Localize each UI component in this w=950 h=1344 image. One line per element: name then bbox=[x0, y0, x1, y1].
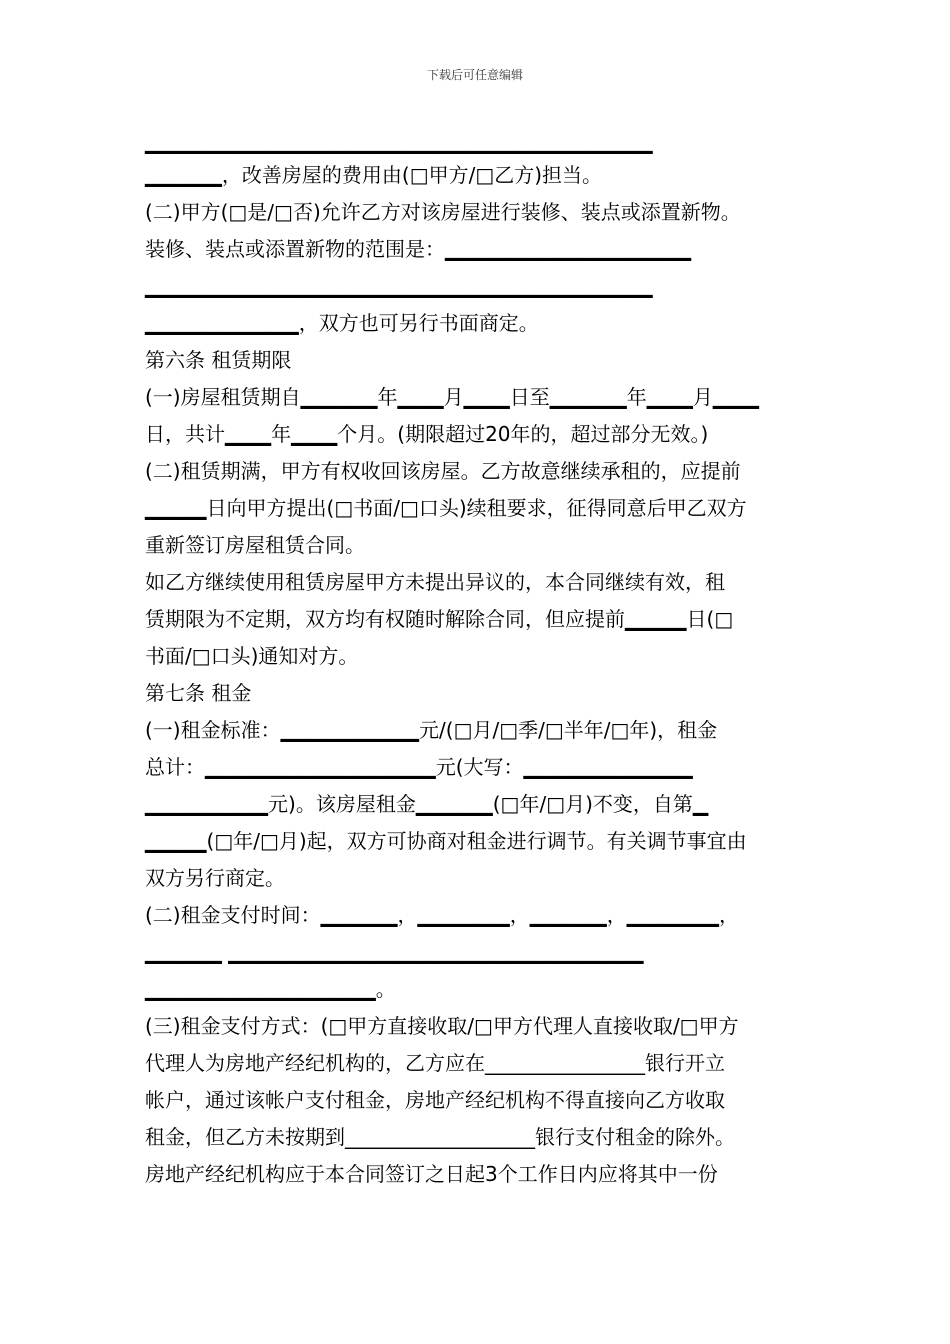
line-text: 日，共计▁▁▁年▁▁▁个月。(期限超过20年的，超过部分无效。) bbox=[145, 422, 709, 446]
text-line bbox=[145, 749, 810, 786]
text-line bbox=[145, 601, 810, 638]
line-text: 双方另行商定。 bbox=[145, 866, 285, 890]
text-line bbox=[145, 897, 810, 934]
line-text: 如乙方继续使用租赁房屋甲方未提出异议的，本合同继续有效，租 bbox=[145, 570, 725, 594]
line-text: ▁▁▁▁▁▁▁▁▁▁▁▁▁▁▁。 bbox=[145, 977, 396, 1001]
page-header: 下载后可任意编辑 bbox=[426, 68, 523, 82]
line-text: 第六条 租赁期限 bbox=[145, 348, 292, 372]
text-line bbox=[145, 124, 810, 161]
text-line bbox=[145, 638, 810, 675]
text-line bbox=[145, 342, 810, 379]
line-text: 房地产经纪机构应于本合同签订之日起3个工作日内应将其中一份 bbox=[145, 1162, 718, 1186]
text-line bbox=[145, 379, 810, 416]
line-text: 总计：▁▁▁▁▁▁▁▁▁▁▁▁▁▁▁元(大写：▁▁▁▁▁▁▁▁▁▁▁ bbox=[145, 755, 693, 779]
text-line bbox=[145, 416, 810, 453]
line-text: ▁▁▁▁(□年/□月)起，双方可协商对租金进行调节。有关调节事宜由 bbox=[145, 829, 747, 853]
text-line bbox=[145, 490, 810, 527]
line-text: ▁▁▁▁▁▁▁▁▁▁▁▁▁▁▁▁▁▁▁▁▁▁▁▁▁▁▁▁▁▁▁▁▁ bbox=[145, 130, 653, 154]
line-text: 赁期限为不定期，双方均有权随时解除合同，但应提前▁▁▁▁日(□ bbox=[145, 607, 734, 631]
line-text: 帐户，通过该帐户支付租金，房地产经纪机构不得直接向乙方收取 bbox=[145, 1088, 725, 1112]
text-line bbox=[145, 712, 810, 749]
text-line bbox=[145, 527, 810, 564]
text-line bbox=[145, 1045, 810, 1082]
line-text: 第七条 租金 bbox=[145, 681, 252, 705]
text-line bbox=[145, 453, 810, 490]
line-text: 租金，但乙方未按期到___________________银行支付租金的除外。 bbox=[145, 1125, 735, 1149]
text-line bbox=[145, 194, 810, 231]
line-text: ▁▁▁▁日向甲方提出(□书面/□口头)续租要求，征得同意后甲乙双方 bbox=[145, 496, 747, 520]
text-line bbox=[145, 1008, 810, 1045]
line-text: (三)租金支付方式：(□甲方直接收取/□甲方代理人直接收取/□甲方 bbox=[145, 1014, 739, 1038]
text-line bbox=[145, 934, 810, 971]
line-text: 装修、装点或添置新物的范围是：▁▁▁▁▁▁▁▁▁▁▁▁▁▁▁▁ bbox=[145, 237, 692, 261]
text-line bbox=[145, 786, 810, 823]
text-line bbox=[145, 675, 810, 712]
text-line bbox=[145, 1156, 810, 1193]
line-text: ▁▁▁▁▁，改善房屋的费用由(□甲方/□乙方)担当。 bbox=[145, 163, 603, 187]
line-text: ▁▁▁▁▁▁▁▁▁▁▁▁▁▁▁▁▁▁▁▁▁▁▁▁▁▁▁▁▁▁▁▁▁ bbox=[145, 274, 653, 298]
line-text: 书面/□口头)通知对方。 bbox=[145, 644, 359, 668]
text-line bbox=[145, 971, 810, 1008]
text-line bbox=[145, 823, 810, 860]
text-line bbox=[145, 231, 810, 268]
line-text: 重新签订房屋租赁合同。 bbox=[145, 533, 365, 557]
text-line bbox=[145, 157, 810, 194]
line-text: (二)租金支付时间：▁▁▁▁▁，▁▁▁▁▁▁，▁▁▁▁▁，▁▁▁▁▁▁， bbox=[145, 903, 739, 927]
line-text: ▁▁▁▁▁ ▁▁▁▁▁▁▁▁▁▁▁▁▁▁▁▁▁▁▁▁▁▁▁▁▁▁▁ bbox=[145, 940, 644, 964]
text-line bbox=[145, 305, 810, 342]
text-line bbox=[145, 1119, 810, 1156]
line-text: (二)租赁期满，甲方有权收回该房屋。乙方故意继续承租的，应提前 bbox=[145, 459, 741, 483]
text-line bbox=[145, 860, 810, 897]
line-text: (二)甲方(□是/□否)允许乙方对该房屋进行装修、装点或添置新物。 bbox=[145, 200, 741, 224]
text-line bbox=[145, 268, 810, 305]
line-text: ▁▁▁▁▁▁▁▁元)。该房屋租金▁▁▁▁▁(□年/□月)不变，自第▁ bbox=[145, 792, 709, 816]
line-text: ▁▁▁▁▁▁▁▁▁▁，双方也可另行书面商定。 bbox=[145, 311, 539, 335]
text-line bbox=[145, 1082, 810, 1119]
line-text: (一)租金标准：▁▁▁▁▁▁▁▁▁元/(□月/□季/□半年/□年)，租金 bbox=[145, 718, 718, 742]
line-text: (一)房屋租赁期自▁▁▁▁▁年▁▁▁月▁▁▁日至▁▁▁▁▁年▁▁▁月▁▁▁ bbox=[145, 385, 759, 409]
line-text: 代理人为房地产经纪机构的，乙方应在________________银行开立 bbox=[145, 1051, 725, 1075]
text-line bbox=[145, 564, 810, 601]
